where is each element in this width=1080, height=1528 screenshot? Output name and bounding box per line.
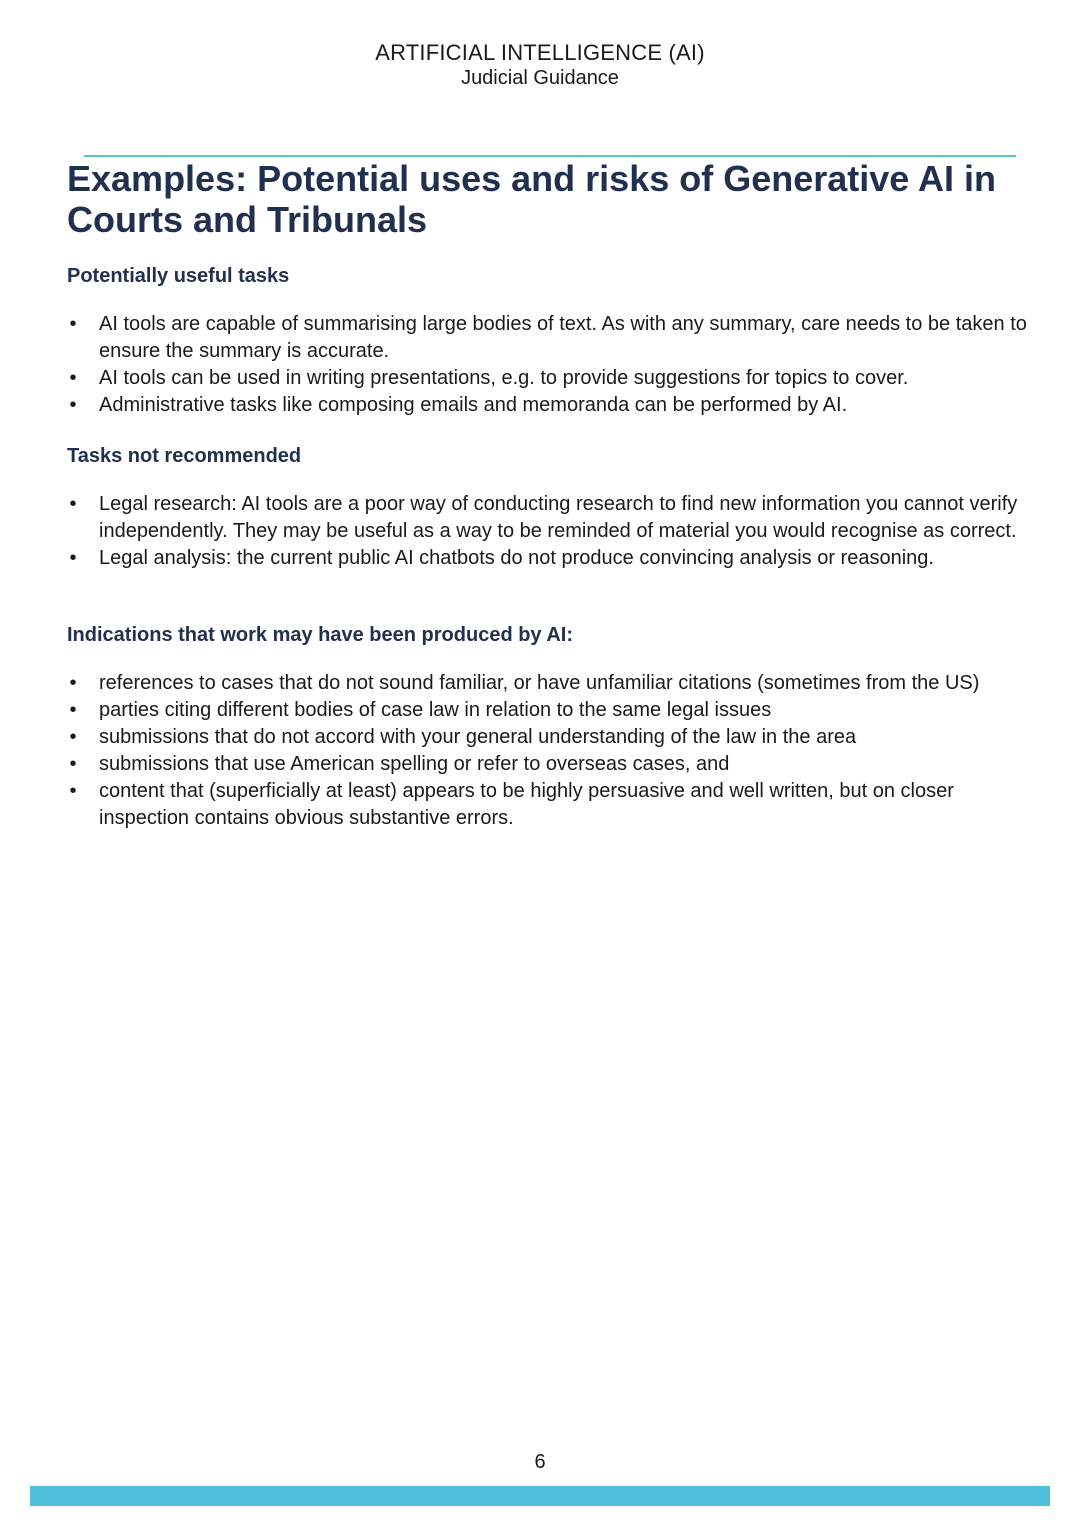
bullet-icon: • <box>69 780 77 802</box>
list-item <box>67 778 1027 832</box>
list-item-text: Administrative tasks like composing emails and memoranda can be performed by AI. <box>99 394 848 416</box>
list-item <box>67 365 1027 392</box>
ai-indications-list <box>67 670 1027 832</box>
list-item <box>67 724 1027 751</box>
list-item-text: AI tools are capable of summarising large bodies of text. As with any summary, care needs to be taken to ensure the summary is accurate. <box>99 313 1027 362</box>
list-item-text: Legal analysis: the current public AI chatbots do not produce convincing analysis or reasoning. <box>99 547 934 569</box>
list-item <box>67 545 1027 572</box>
list-item-text: submissions that use American spelling or refer to overseas cases, and <box>99 753 730 775</box>
not-recommended-list <box>67 491 1027 572</box>
bullet-icon: • <box>69 699 77 721</box>
list-item <box>67 670 1027 697</box>
section-heading-ai-indications: Indications that work may have been produced by AI: <box>67 624 574 646</box>
bullet-icon: • <box>69 394 77 416</box>
bullet-icon: • <box>69 547 77 569</box>
page-number: 6 <box>534 1451 546 1473</box>
list-item-text: AI tools can be used in writing presentations, e.g. to provide suggestions for topics to cover. <box>99 367 909 389</box>
running-header <box>0 40 1080 90</box>
bullet-icon: • <box>69 493 77 515</box>
header-subtitle: Judicial Guidance <box>461 67 619 89</box>
title-rule <box>84 155 1016 157</box>
page-title: Examples: Potential uses and risks of Generative AI in Courts and Tribunals <box>67 158 996 240</box>
list-item <box>67 491 1027 545</box>
list-item <box>67 311 1027 365</box>
footer-bar <box>30 1486 1050 1506</box>
list-item-text: parties citing different bodies of case law in relation to the same legal issues <box>99 699 772 721</box>
bullet-icon: • <box>69 367 77 389</box>
list-item-text: references to cases that do not sound familiar, or have unfamiliar citations (sometimes from the US) <box>99 672 980 694</box>
list-item-text: content that (superficially at least) appears to be highly persuasive and well written, but on closer inspection contains obvious substantive errors. <box>99 780 954 829</box>
list-item-text: submissions that do not accord with your general understanding of the law in the area <box>99 726 857 748</box>
bullet-icon: • <box>69 672 77 694</box>
list-item <box>67 697 1027 724</box>
header-title: ARTIFICIAL INTELLIGENCE (AI) <box>375 40 705 65</box>
section-heading-useful-tasks: Potentially useful tasks <box>67 265 290 287</box>
bullet-icon: • <box>69 753 77 775</box>
bullet-icon: • <box>69 313 77 335</box>
list-item <box>67 392 1027 419</box>
list-item-text: Legal research: AI tools are a poor way of conducting research to find new information you cannot verify independently. They may be useful as a way to be reminded of material you would recognise as correct. <box>99 493 1018 542</box>
useful-tasks-list <box>67 311 1027 419</box>
bullet-icon: • <box>69 726 77 748</box>
list-item <box>67 751 1027 778</box>
section-heading-not-recommended: Tasks not recommended <box>67 445 302 467</box>
